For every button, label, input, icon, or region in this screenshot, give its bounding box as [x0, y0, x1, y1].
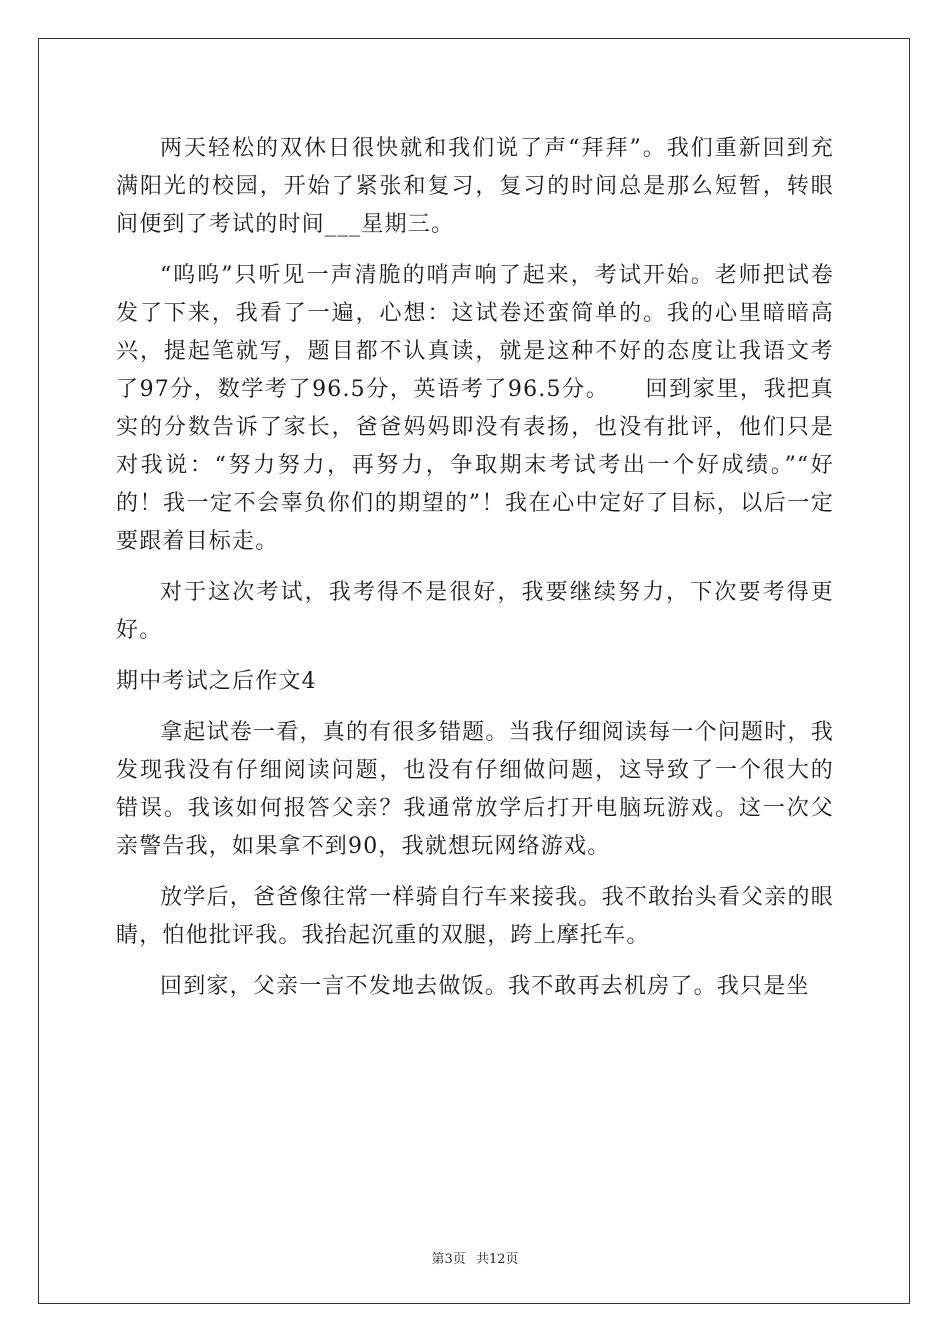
- paragraph: 两天轻松的双休日很快就和我们说了声“拜拜”。我们重新回到充满阳光的校园，开始了紧张和复习，复习的时间总是那么短暂，转眼间便到了考试的时间___星期三。: [116, 136, 834, 237]
- paragraph: 放学后，爸爸像往常一样骑自行车来接我。我不敢抬头看父亲的眼睛，怕他批评我。我抬起沉重的双腿，跨上摩托车。: [116, 885, 834, 948]
- paragraph: 对于这次考试，我考得不是很好，我要继续努力，下次要考得更好。: [116, 580, 834, 643]
- paragraph: 拿起试卷一看，真的有很多错题。当我仔细阅读每一个问题时，我发现我没有仔细阅读问题，也没有仔细做问题，这导致了一个很大的错误。我该如何报答父亲？我通常放学后打开电脑玩游戏。这一次父亲警告我，如果拿不到90，我就想玩网络游戏。: [116, 720, 834, 859]
- page-number: 第3页: [431, 1252, 466, 1267]
- page-footer: [0, 1248, 950, 1267]
- total-pages: 共12页: [475, 1252, 519, 1267]
- paragraph: “呜呜”只听见一声清脆的哨声响了起来，考试开始。老师把试卷发了下来，我看了一遍，心想：这试卷还蛮简单的。我的心里暗暗高兴，提起笔就写，题目都不认真读，就是这种不好的态度让我语文考了97分，数学考了96.5分，英语考了96.5分。 回到家里，我把真实的分数告诉了家长，爸爸妈妈即没有表扬，也没有批评，他们只是对我说：“努力努力，再努力，争取期末考试考出一个好成绩。”“好的！我一定不会辜负你们的期望的”！我在心中定好了目标，以后一定要跟着目标走。: [116, 263, 834, 554]
- paragraph: 回到家，父亲一言不发地去做饭。我不敢再去机房了。我只是坐: [160, 974, 810, 999]
- document-body: [116, 130, 834, 1019]
- section-heading: 期中考试之后作文4: [116, 669, 317, 694]
